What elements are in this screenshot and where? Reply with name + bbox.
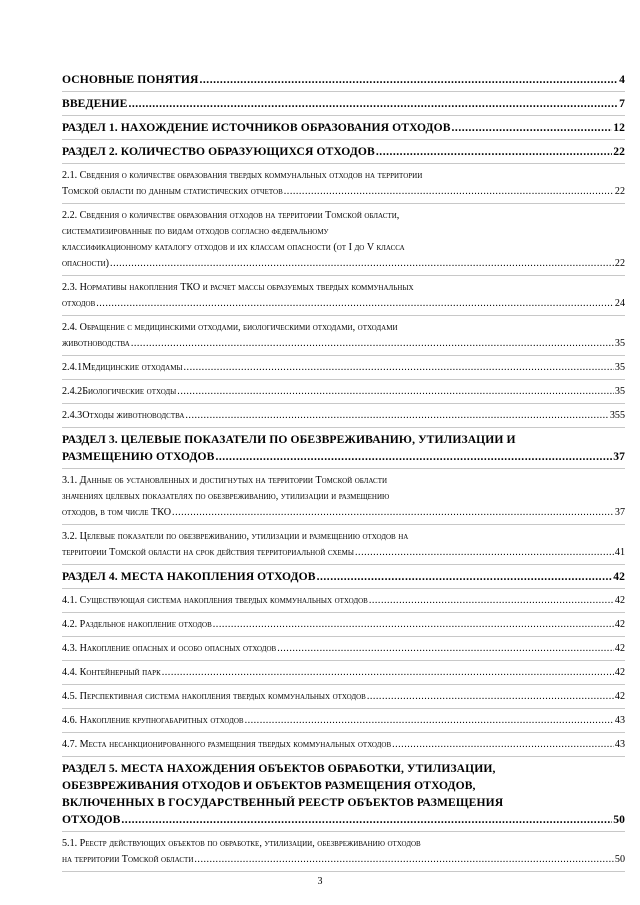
toc-entry[interactable] (62, 589, 625, 613)
toc-page-number: 355 (609, 410, 625, 421)
toc-entry-row (62, 737, 625, 753)
toc-entry-text: отходов (62, 298, 96, 309)
dot-leader (317, 568, 613, 585)
toc-entry-text: опасности) (62, 258, 110, 269)
dot-leader (213, 617, 614, 633)
toc-page-number: 4 (619, 73, 625, 86)
toc-page-number: 22 (614, 186, 625, 197)
toc-entry-text: 2.4. Обращение с медицинскими отходами, биологическими отходами, отходами (62, 322, 398, 333)
toc-entry-row (62, 143, 625, 160)
toc-page-number: 37 (613, 450, 625, 463)
dot-leader (96, 296, 614, 312)
toc-entry-row (62, 568, 625, 585)
toc-entry-text: животноводства (62, 338, 130, 349)
toc-entry-row (62, 360, 625, 376)
toc-page-number: 42 (614, 595, 625, 606)
toc-entry-text: 4.6. Накопление крупногабаритных отходов (62, 715, 244, 726)
toc-entry-row (62, 811, 625, 828)
toc-entry-text: 4.5. Перспективная система накопления твердых коммунальных отходов (62, 691, 366, 702)
toc-entry-row (62, 665, 625, 681)
dot-leader (184, 360, 614, 376)
toc-page-number: 42 (614, 691, 625, 702)
toc-entry-row (62, 505, 625, 521)
toc-entry-text: ОСНОВНЫЕ ПОНЯТИЯ (62, 73, 199, 86)
table-of-contents (62, 68, 625, 872)
toc-entry-text: 4.1. Существующая система накопления твердых коммунальных отходов (62, 595, 368, 606)
dot-leader (284, 184, 614, 200)
toc-page-number: 42 (614, 619, 625, 630)
toc-entry-row (62, 384, 625, 400)
toc-entry[interactable] (62, 428, 625, 469)
dot-leader (121, 811, 612, 828)
toc-entry-text: РАЗДЕЛ 1. НАХОЖДЕНИЕ ИСТОЧНИКОВ ОБРАЗОВАНИЯ ОТХОДОВ (62, 121, 451, 134)
toc-entry[interactable] (62, 613, 625, 637)
toc-entry-row (62, 448, 625, 465)
toc-entry[interactable] (62, 469, 625, 525)
toc-entry-row (62, 71, 625, 88)
toc-page-number: 50 (613, 813, 625, 826)
toc-entry[interactable] (62, 637, 625, 661)
toc-entry-row (62, 408, 625, 424)
toc-entry-text: 4.7. Места несанкционированного размещения твердых коммунальных отходов (62, 739, 392, 750)
dot-leader (376, 143, 612, 160)
toc-page-number: 22 (613, 145, 625, 158)
toc-entry-row (62, 593, 625, 609)
page-number: 3 (317, 876, 323, 887)
toc-entry-text: Томской области по данным статистических отчетов (62, 186, 283, 197)
toc-page-number: 37 (614, 507, 625, 518)
toc-page-number: 22 (614, 258, 625, 269)
dot-leader (452, 119, 613, 136)
toc-entry[interactable] (62, 316, 625, 356)
toc-entry[interactable] (62, 140, 625, 164)
toc-entry-text: ОБЕЗВРЕЖИВАНИЯ ОТХОДОВ И ОБЪЕКТОВ РАЗМЕЩЕНИЯ ОТХОДОВ, (62, 779, 476, 792)
toc-entry-text: территории Томской области на срок действия территориальной схемы (62, 547, 355, 558)
toc-entry-text: 3.2. Целевые показатели по обезвреживанию, утилизации и размещению отходов на (62, 531, 409, 542)
dot-leader (355, 545, 614, 561)
dot-leader (172, 505, 614, 521)
toc-entry-text: ОТХОДОВ (62, 813, 121, 826)
toc-page-number: 43 (614, 715, 625, 726)
toc-entry-text: 2.4.2Биологические отходы (62, 386, 177, 397)
toc-entry[interactable] (62, 116, 625, 140)
toc-entry-row (62, 296, 625, 312)
dot-leader (185, 408, 608, 424)
toc-entry[interactable] (62, 68, 625, 92)
toc-entry-text: РАЗДЕЛ 2. КОЛИЧЕСТВО ОБРАЗУЮЩИХСЯ ОТХОДОВ (62, 145, 375, 158)
toc-entry[interactable] (62, 565, 625, 589)
toc-entry-row (62, 852, 625, 868)
toc-entry[interactable] (62, 832, 625, 872)
dot-leader (245, 713, 614, 729)
toc-entry-text: 2.1. Сведения о количестве образования твердых коммунальных отходов на территории (62, 170, 423, 181)
toc-entry[interactable] (62, 356, 625, 380)
toc-entry-text: 3.1. Данные об установленных и достигнутых на территории Томской области (62, 475, 388, 486)
toc-page-number: 50 (614, 854, 625, 865)
toc-entry-text: 4.3. Накопление опасных и особо опасных отходов (62, 643, 277, 654)
toc-entry-text: 2.2. Сведения о количестве образования отходов на территории Томской области, (62, 210, 400, 221)
dot-leader (200, 71, 619, 88)
dot-leader (392, 737, 614, 753)
dot-leader (177, 384, 614, 400)
toc-entry-text: 2.4.1Медицинские отходамы (62, 362, 183, 373)
toc-entry-row (62, 119, 625, 136)
toc-entry[interactable] (62, 733, 625, 757)
toc-page-number: 42 (614, 667, 625, 678)
toc-entry-text: 2.4.3Отходы животноводства (62, 410, 185, 421)
toc-entry-row (62, 336, 625, 352)
toc-entry[interactable] (62, 276, 625, 316)
dot-leader (162, 665, 614, 681)
toc-entry-row (62, 256, 625, 272)
toc-page-number: 35 (614, 386, 625, 397)
dot-leader (367, 689, 614, 705)
toc-page-number: 12 (613, 121, 625, 134)
dot-leader (110, 256, 614, 272)
toc-entry[interactable] (62, 380, 625, 404)
toc-entry-text: 4.4. Контейнерный парк (62, 667, 161, 678)
dot-leader (369, 593, 614, 609)
dot-leader (131, 336, 614, 352)
toc-page-number: 24 (614, 298, 625, 309)
toc-page-number: 7 (619, 97, 625, 110)
toc-entry[interactable] (62, 164, 625, 204)
toc-entry-text: РАЗДЕЛ 4. МЕСТА НАКОПЛЕНИЯ ОТХОДОВ (62, 570, 316, 583)
dot-leader (194, 852, 614, 868)
toc-entry-row (62, 713, 625, 729)
toc-entry-row (62, 689, 625, 705)
toc-page-number: 35 (614, 362, 625, 373)
toc-page-number: 42 (613, 570, 625, 583)
toc-entry-row (62, 545, 625, 561)
toc-page-number: 35 (614, 338, 625, 349)
toc-entry-text: РАЗДЕЛ 3. ЦЕЛЕВЫЕ ПОКАЗАТЕЛИ ПО ОБЕЗВРЕЖИВАНИЮ, УТИЛИЗАЦИИ И (62, 433, 516, 446)
toc-entry[interactable] (62, 661, 625, 685)
toc-page-number: 43 (614, 739, 625, 750)
toc-entry[interactable] (62, 525, 625, 565)
toc-entry[interactable] (62, 92, 625, 116)
toc-page-number: 41 (614, 547, 625, 558)
toc-entry-row (62, 617, 625, 633)
toc-entry-text: ВВЕДЕНИЕ (62, 97, 128, 110)
toc-entry-text: 4.2. Раздельное накопление отходов (62, 619, 212, 630)
toc-entry-text: систематизированные по видам отходов согласно федеральному (62, 226, 329, 237)
toc-entry-text: РАЗДЕЛ 5. МЕСТА НАХОЖДЕНИЯ ОБЪЕКТОВ ОБРАБОТКИ, УТИЛИЗАЦИИ, (62, 762, 496, 775)
toc-entry-row (62, 95, 625, 112)
toc-entry-text: 5.1. Реестр действующих объектов по обработке, утилизации, обезвреживанию отходов (62, 838, 421, 849)
toc-entry-row (62, 641, 625, 657)
toc-entry[interactable] (62, 685, 625, 709)
toc-entry-text: ВКЛЮЧЕННЫХ В ГОСУДАРСТВЕННЫЙ РЕЕСТР ОБЪЕКТОВ РАЗМЕЩЕНИЯ (62, 796, 504, 809)
toc-entry-text: классификационному каталогу отходов и их классам опасности (от I до V класса (62, 242, 405, 253)
toc-entry-text: на территории Томской области (62, 854, 194, 865)
toc-entry[interactable] (62, 204, 625, 276)
toc-entry-text: 2.3. Нормативы накопления ТКО и расчет массы образуемых твердых коммунальных (62, 282, 414, 293)
dot-leader (128, 95, 618, 112)
toc-entry-row (62, 184, 625, 200)
toc-entry-text: РАЗМЕЩЕНИЮ ОТХОДОВ (62, 450, 215, 463)
toc-entry-text: отходов, в том числе ТКО (62, 507, 172, 518)
toc-entry[interactable] (62, 709, 625, 733)
dot-leader (215, 448, 612, 465)
toc-page-number: 42 (614, 643, 625, 654)
toc-entry[interactable] (62, 404, 625, 428)
toc-entry[interactable] (62, 757, 625, 832)
toc-entry-text: значениях целевых показателях по обезвреживанию, утилизации и размещению (62, 491, 390, 502)
dot-leader (277, 641, 614, 657)
